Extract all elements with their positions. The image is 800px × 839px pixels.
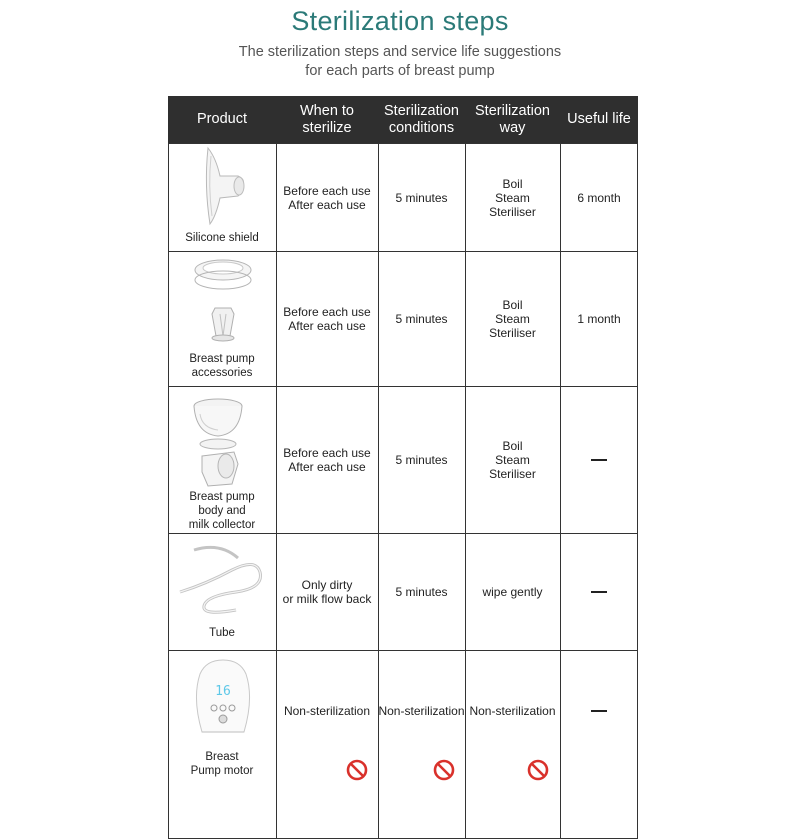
product-name: Tube — [209, 627, 235, 639]
no-sterilization-icon — [346, 759, 368, 781]
useful-life — [560, 387, 638, 533]
column-header-when: When to sterilize — [276, 96, 378, 143]
column-header-conditions: Sterilization conditions — [378, 96, 465, 143]
when-to-sterilize: Only dirty or milk flow back — [282, 578, 372, 606]
sterilization-way: Non-sterilization — [469, 704, 556, 718]
sterilization-conditions: 5 minutes — [395, 453, 448, 467]
product-name: Breast Pump motor — [190, 751, 254, 777]
silicone-shield-image — [202, 146, 248, 228]
no-sterilization-icon — [527, 759, 549, 781]
column-header-product: Product — [168, 96, 276, 143]
when-to-sterilize: Before each use After each use — [283, 446, 371, 474]
dash-mark — [591, 459, 607, 461]
column-header-useful-life: Useful life — [560, 96, 638, 143]
pump-body-collector-image — [188, 394, 256, 492]
accessories-image — [190, 256, 256, 346]
dash-mark — [591, 710, 607, 712]
product-name: Breast pump accessories — [189, 353, 255, 379]
sterilization-conditions: 5 minutes — [395, 585, 448, 599]
sterilization-conditions: Non-sterilization — [378, 704, 465, 718]
pump-motor-image — [192, 658, 254, 736]
when-to-sterilize: Non-sterilization — [283, 704, 371, 718]
no-sterilization-icon — [433, 759, 455, 781]
page-title: Sterilization steps — [291, 6, 509, 36]
when-to-sterilize: Before each use After each use — [283, 305, 371, 333]
sterilization-way: Boil Steam Steriliser — [489, 298, 536, 340]
when-to-sterilize: Before each use After each use — [283, 183, 371, 212]
useful-life: 6 month — [577, 190, 621, 205]
sterilization-way: wipe gently — [482, 585, 543, 599]
product-name: Breast pump body and milk collector — [188, 491, 256, 531]
page-subtitle: The sterilization steps and service life suggestions for each parts of breast pump — [238, 44, 562, 79]
sterilization-way: Boil Steam Steriliser — [489, 439, 536, 481]
sterilization-conditions: 5 minutes — [395, 190, 448, 205]
dash-mark — [591, 591, 607, 593]
motor-display-readout: 16 — [215, 684, 231, 699]
tube-image — [176, 540, 266, 620]
sterilization-way: Boil Steam Steriliser — [489, 176, 536, 219]
product-name: Silicone shield — [185, 232, 259, 244]
column-header-way: Sterilization way — [465, 96, 560, 143]
useful-life: 1 month — [577, 312, 621, 326]
sterilization-conditions: 5 minutes — [395, 312, 448, 326]
useful-life — [560, 534, 638, 650]
useful-life — [560, 651, 638, 771]
